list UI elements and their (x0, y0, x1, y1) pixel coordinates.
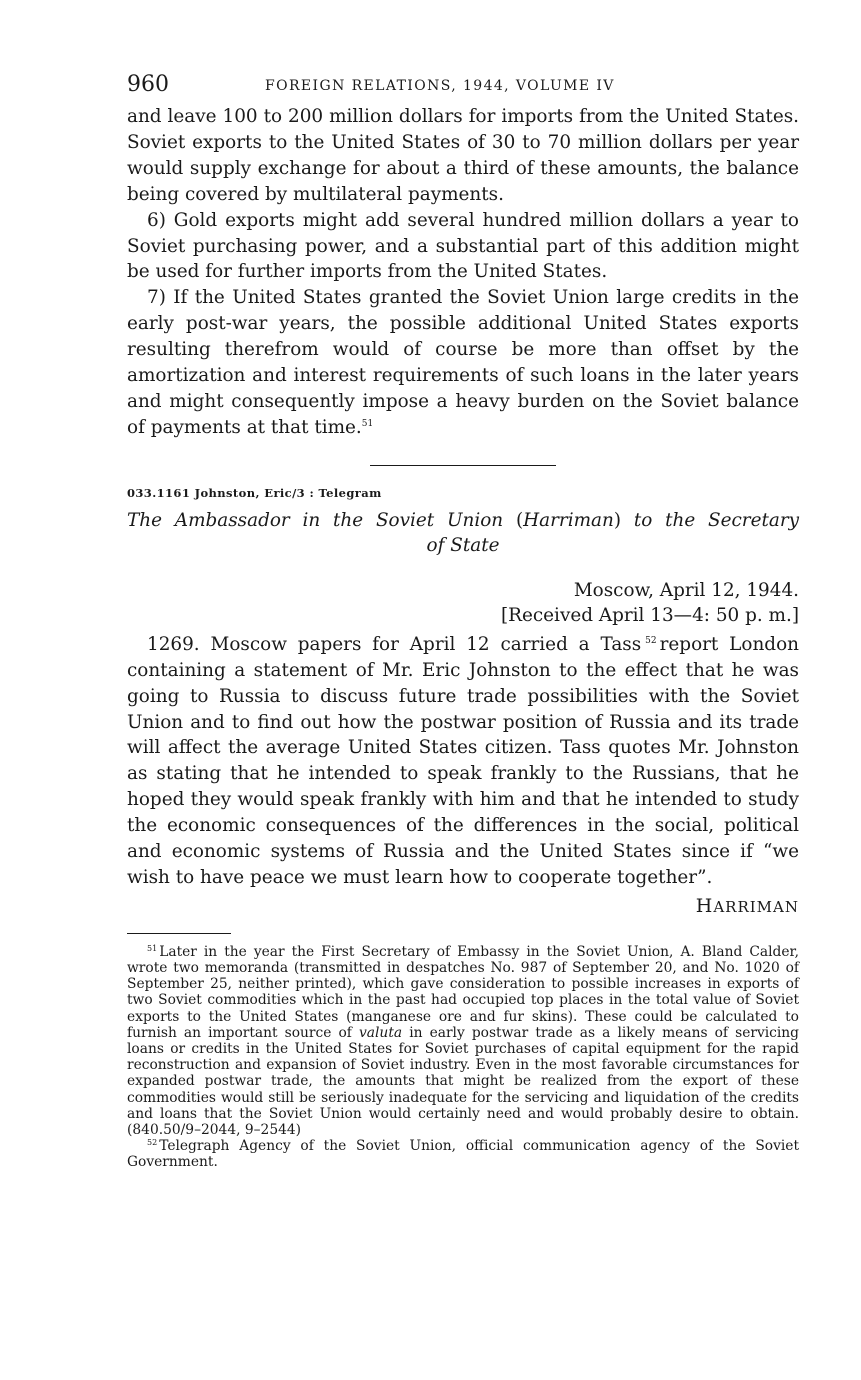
footnote-52 (127, 1138, 799, 1170)
title-name: Harriman (523, 509, 614, 531)
signature-rest: ARRIMAN (713, 897, 799, 916)
received-line: [Received April 13—4: 50 p. m.] (500, 605, 799, 627)
title-part-3: of State (426, 534, 500, 556)
page-number: 960 (127, 72, 169, 97)
section-divider (370, 465, 556, 466)
footnote-51-mark: 51 (147, 943, 158, 953)
signature-initial: H (695, 894, 714, 917)
continuation-text (127, 104, 799, 441)
title-paren-close: ) (613, 509, 622, 531)
footnote-52-text: Telegraph Agency of the Soviet Union, official communication agency of the Soviet Government. (127, 1138, 799, 1171)
footnote-51-italic: valuta (359, 1024, 403, 1041)
paragraph-6: 6) Gold exports might add several hundred million dollars a year to Soviet purchasing power, and a substantial part of this addition might be used for further imports from the United States. (127, 209, 799, 283)
telegram-body (127, 632, 799, 891)
title-part-2: to the Secretary (633, 509, 800, 531)
document-page (127, 72, 799, 1171)
file-reference: 033.1161 Johnston, Eric/3 : Telegram (127, 485, 382, 500)
telegram-text-1: 1269. Moscow papers for April 12 carried a Tass (147, 633, 642, 655)
document-title (127, 508, 799, 558)
footnote-rule (127, 933, 231, 934)
footnote-51-text-1: Later in the year the First Secretary of Embassy in the Soviet Union, A. Bland Calder, wrote two memoranda (transmitted in despatches No. 987 of September 20, and No. 1020 of September 25, neither printed), which gave consideration to possible increases in exports of two Soviet commodities which in the past had occupied top places in the total value of Soviet exports to the United States (manganese ore and fur skins). These could be calculated to furnish an important source of (127, 943, 799, 1041)
footnote-ref-52[interactable]: 52 (645, 635, 657, 646)
dateline: Moscow, April 12, 1944. (573, 579, 799, 601)
paragraph-7-text: 7) If the United States granted the Soviet Union large credits in the early post-war years, the possible additional United States exports resulting therefrom would of course be more than offset by the amortization and interest requirements of such loans in the later years and might consequently impose a heavy burden on the Soviet balance of payments at that time. (127, 287, 799, 438)
title-part-1: The Ambassador in the Soviet Union (127, 509, 504, 531)
telegram-text-2: report London containing a statement of Mr. Eric Johnston to the effect that he was going to Russia to discuss future trade possibilities with the Soviet Union and to find out how the postwar position of Russia and its trade will affect the average United States citizen. Tass quotes Mr. Johnston as stating that he intended to speak frankly to the Russians, that he hoped they would speak frankly with him and that he intended to study the economic consequences of the differences in the social, political and economic systems of Russia and the United States since if “we wish to have peace we must learn how to cooperate together”. (127, 633, 799, 888)
signature (127, 895, 799, 917)
paragraph: and leave 100 to 200 million dollars for imports from the United States. Soviet exports to the United States of 30 to 70 million dollars per year would supply exchange for about a third of these amounts, the balance being covered by multilateral payments. (127, 106, 799, 205)
footnotes (127, 944, 799, 1171)
title-paren-open: ( (515, 509, 524, 531)
telegram-paragraph (127, 632, 799, 891)
running-head: FOREIGN RELATIONS, 1944, VOLUME IV (265, 78, 615, 94)
footnote-51 (127, 944, 799, 1138)
title-line-1 (127, 508, 799, 533)
paragraph-7 (127, 285, 799, 440)
page-header (127, 72, 799, 104)
footnote-51-text-2: in early postwar trade as a likely means of servicing loans or credits in the United States for Soviet purchases of capital equipment for the rapid reconstruction and expansion of Soviet industry. Even in the most favorable circumstances for expanded postwar trade, the amounts that might be realized from the export of these commodities would still be seriously inadequate for the servicing and liquidation of the credits and loans that the Soviet Union would certainly need and would probably desire to obtain. (840.50/9–2044, 9–2544) (127, 1024, 800, 1139)
footnote-52-mark: 52 (147, 1138, 158, 1148)
footnote-ref-51[interactable]: 51 (361, 418, 374, 429)
